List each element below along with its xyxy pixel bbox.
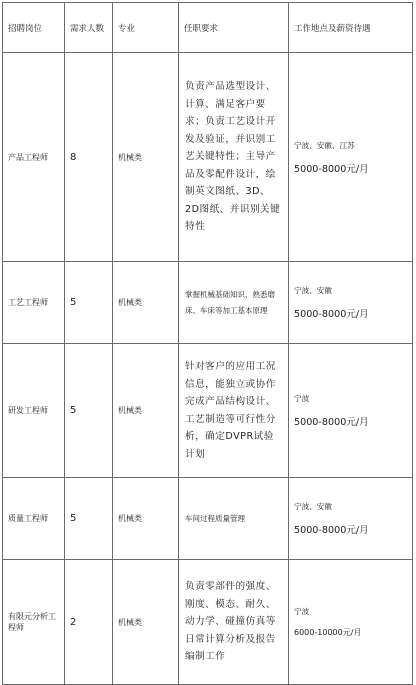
duties-cell: 车间过程质量管理 bbox=[179, 478, 289, 560]
position-cell: 质量工程师 bbox=[3, 478, 65, 560]
location-salary-cell bbox=[289, 560, 413, 685]
major-cell: 机械类 bbox=[113, 560, 179, 685]
salary-text: 6000-10000元/月 bbox=[294, 628, 362, 637]
count-cell: 5 bbox=[65, 478, 113, 560]
location-salary-cell bbox=[289, 262, 413, 344]
position-cell: 产品工程师 bbox=[3, 53, 65, 262]
salary-text: 5000-8000元/月 bbox=[294, 525, 369, 536]
salary-text: 5000-8000元/月 bbox=[294, 417, 369, 428]
location-text: 宁波 bbox=[294, 607, 310, 616]
duties-cell: 负责产品选型设计、计算、满足客户要求；负责工艺设计开发及验证，并识别工艺关键特性；主导产品及零配件设计，绘制英文图纸、3D、2D图纸、并识别关键特性 bbox=[179, 53, 289, 262]
count-cell: 2 bbox=[65, 560, 113, 685]
count-cell: 8 bbox=[65, 53, 113, 262]
position-cell: 研发工程师 bbox=[3, 344, 65, 478]
location-text: 宁波、安徽 bbox=[294, 286, 332, 295]
salary-text: 5000-8000元/月 bbox=[294, 309, 369, 320]
header-major: 专业 bbox=[113, 3, 179, 53]
header-count: 需求人数 bbox=[65, 3, 113, 53]
major-cell: 机械类 bbox=[113, 478, 179, 560]
major-cell: 机械类 bbox=[113, 262, 179, 344]
count-cell: 5 bbox=[65, 344, 113, 478]
header-position: 招聘岗位 bbox=[3, 3, 65, 53]
table-row bbox=[3, 478, 413, 560]
major-cell: 机械类 bbox=[113, 53, 179, 262]
table-row bbox=[3, 344, 413, 478]
major-cell: 机械类 bbox=[113, 344, 179, 478]
salary-text: 5000-8000元/月 bbox=[294, 163, 369, 175]
duties-cell: 掌握机械基础知识，熟悉磨床、车床等加工基本原理 bbox=[179, 262, 289, 344]
table-header-row bbox=[3, 3, 413, 53]
table-row bbox=[3, 262, 413, 344]
header-location-salary: 工作地点及薪资待遇 bbox=[289, 3, 413, 53]
location-salary-cell bbox=[289, 53, 413, 262]
count-cell: 5 bbox=[65, 262, 113, 344]
location-salary-cell bbox=[289, 478, 413, 560]
duties-cell: 负责零部件的强度、刚度、模态、耐久、动力学、碰撞仿真等日常计算分析及报告编制工作 bbox=[179, 560, 289, 685]
table-row bbox=[3, 53, 413, 262]
location-text: 宁波、安徽、江苏 bbox=[294, 140, 355, 150]
header-duties: 任职要求 bbox=[179, 3, 289, 53]
duties-cell: 针对客户的应用工况信息，能独立或协作完成产品结构设计、工艺制造等可行性分析，确定DVPR试验计划 bbox=[179, 344, 289, 478]
location-text: 宁波、安徽 bbox=[294, 502, 332, 511]
table-row bbox=[3, 560, 413, 685]
location-text: 宁波 bbox=[294, 394, 310, 403]
position-cell: 有限元分析工程师 bbox=[3, 560, 65, 685]
recruitment-table bbox=[2, 2, 413, 685]
location-salary-cell bbox=[289, 344, 413, 478]
position-cell: 工艺工程师 bbox=[3, 262, 65, 344]
